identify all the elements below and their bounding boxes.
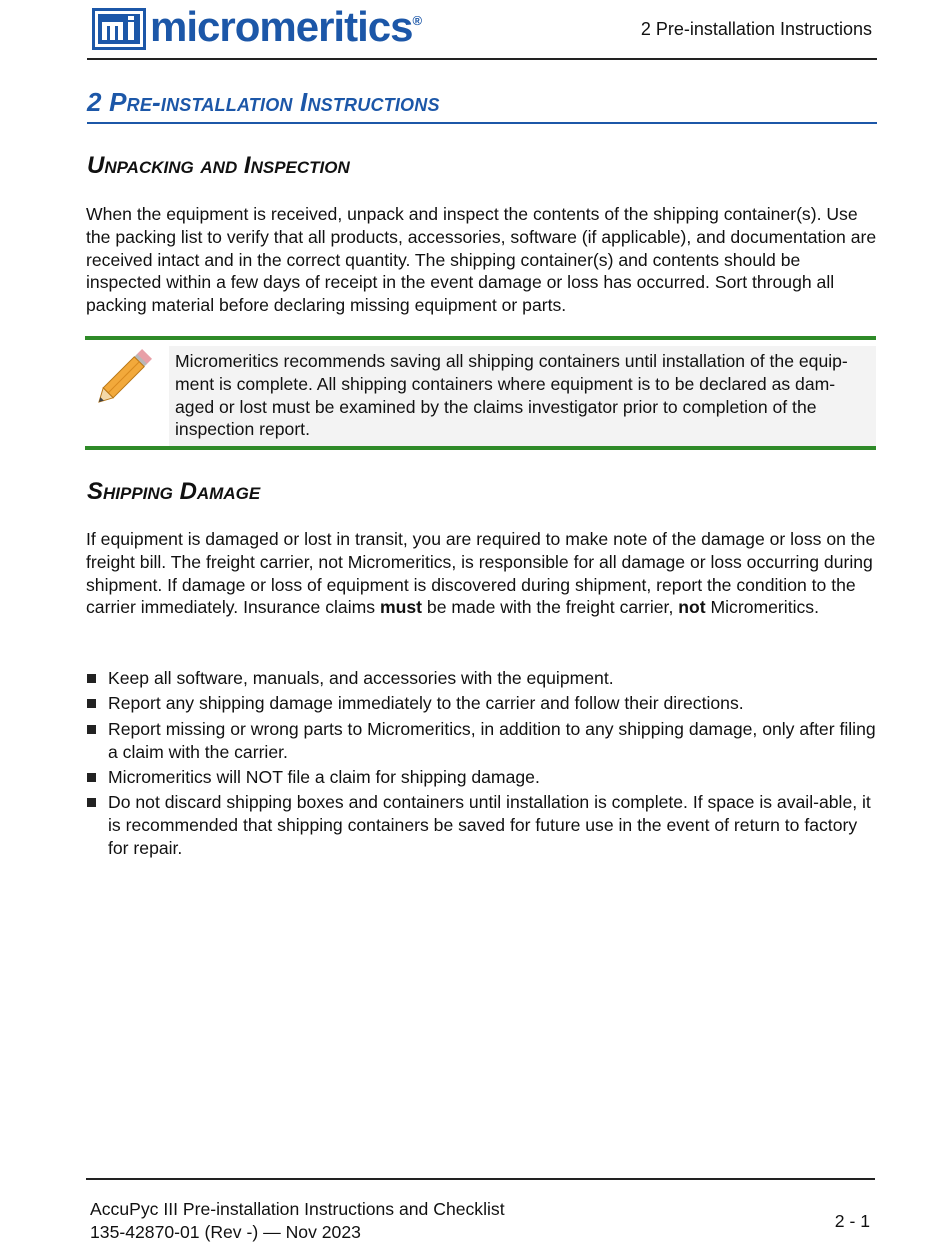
note-text: Micromeritics recommends saving all shipping containers until installation of the equip-ment is complete. All shipping containers where equipment is to be declared as dam-aged or lost must be examined by the claims investigator prior to completion of the inspection report. xyxy=(175,351,848,440)
square-bullet-icon xyxy=(87,725,96,734)
unpacking-paragraph: When the equipment is received, unpack and inspect the contents of the shipping container(s). Use the packing list to verify that all products, accessories, software (if applicable), and documentation are received intact and in the correct quantity. The shipping container(s) and contents should be inspected within a few days of receipt in the event damage or loss has occurred. Sort through all packing material before declaring missing equipment or parts. xyxy=(86,204,877,316)
list-item: Report any shipping damage immediately to the carrier and follow their directions. xyxy=(86,692,878,715)
square-bullet-icon xyxy=(87,674,96,683)
footer-doc-info xyxy=(90,1198,505,1244)
note-box xyxy=(85,336,876,450)
logo-wordmark: micromeritics® xyxy=(150,3,422,50)
body-text-2: be made with the freight carrier, xyxy=(422,597,679,618)
square-bullet-icon xyxy=(87,699,96,708)
list-item: Do not discard shipping boxes and containers until installation is complete. If space is avail-able, it is recommended that shipping containers be saved for future use in the event of return to factory for repair. xyxy=(86,791,878,859)
list-item: Micromeritics will NOT file a claim for shipping damage. xyxy=(86,766,878,789)
section-title-shipping-damage: Shipping Damage xyxy=(87,478,261,505)
footer-doc-title: AccuPyc III Pre-installation Instructions and Checklist xyxy=(90,1199,505,1219)
pencil-icon xyxy=(91,342,155,414)
chapter-title: 2 Pre-installation Instructions xyxy=(87,86,877,124)
page-number: 2 - 1 xyxy=(834,1211,870,1231)
mi-logo-mark-icon xyxy=(92,8,146,50)
body-text-3: Micromeritics. xyxy=(705,597,819,618)
header-divider xyxy=(87,58,877,60)
square-bullet-icon xyxy=(87,798,96,807)
registered-mark: ® xyxy=(412,13,422,28)
square-bullet-icon xyxy=(87,773,96,782)
shipping-damage-paragraph xyxy=(86,528,878,619)
shipping-damage-bullet-list xyxy=(86,667,878,862)
footer-divider xyxy=(86,1178,875,1180)
list-item: Report missing or wrong parts to Micromeritics, in addition to any shipping damage, only after filing a claim with the carrier. xyxy=(86,718,878,764)
body-text-1: If equipment is damaged or lost in transit, you are required to make note of the damage or loss on the freight bill. The freight carrier, not Micromeritics, is responsible for all damage or loss occurring during shipment. If damage or loss of equipment is discovered during shipment, report the condition to the carrier immediately. Insurance claims xyxy=(86,529,876,618)
micromeritics-logo xyxy=(92,3,422,50)
running-header: 2 Pre-installation Instructions xyxy=(640,19,872,39)
list-item: Keep all software, manuals, and accessories with the equipment. xyxy=(86,667,878,690)
section-title-unpacking: Unpacking and Inspection xyxy=(87,152,350,179)
emphasis-not: not xyxy=(678,597,706,618)
note-body xyxy=(169,346,876,446)
footer-doc-number: 135-42870-01 (Rev -) — Nov 2023 xyxy=(90,1222,361,1242)
emphasis-must: must xyxy=(379,597,423,618)
